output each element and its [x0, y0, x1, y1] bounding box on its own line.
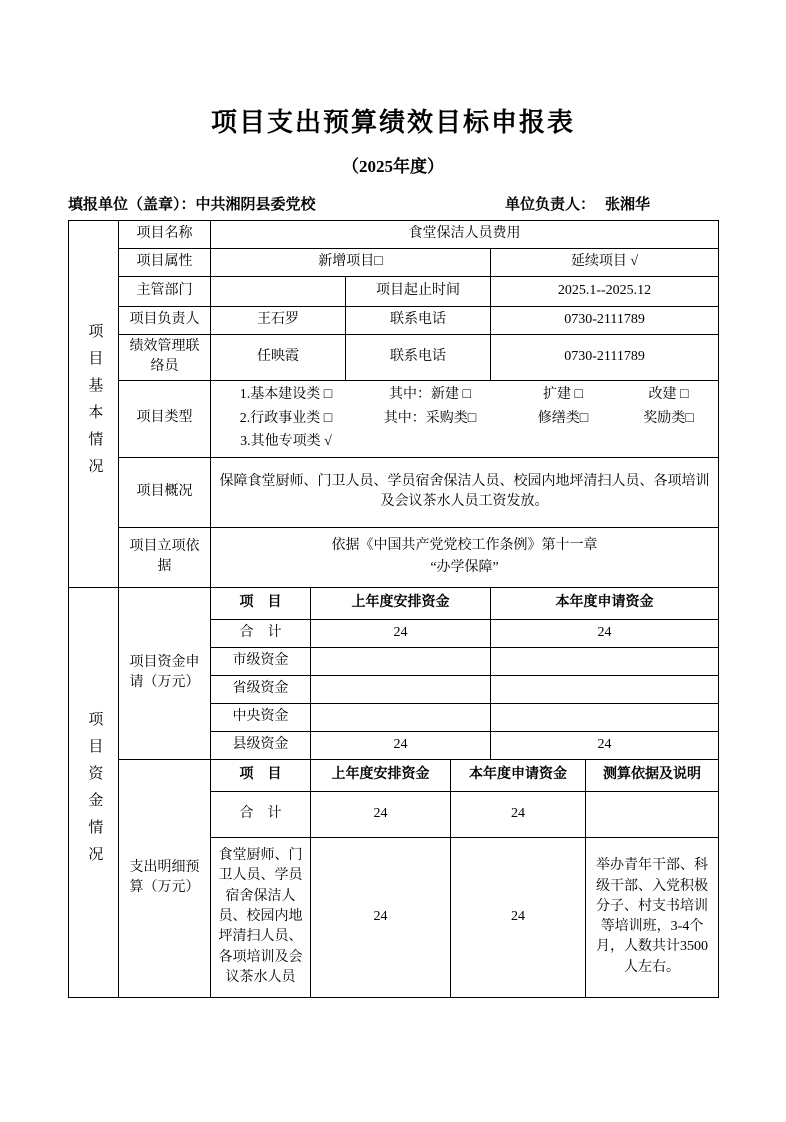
funding-total-prev: 24 — [311, 619, 491, 647]
funding-request-label: 项目资金申请（万元） — [119, 587, 211, 759]
filing-unit-value: 中共湘阴县委党校 — [195, 197, 316, 213]
attribute-label: 项目属性 — [119, 249, 211, 277]
funding-county-curr: 24 — [491, 731, 719, 759]
row-expense-header — [69, 759, 719, 791]
unit-head-group — [505, 193, 650, 214]
attribute-new-checkbox: 新增项目□ — [211, 249, 491, 277]
overview-label: 项目概况 — [119, 457, 211, 527]
type-line-2 — [215, 407, 714, 431]
expense-header-curr-year: 本年度申请资金 — [451, 759, 586, 791]
liaison-label: 绩效管理联络员 — [119, 335, 211, 381]
funding-header-item: 项 目 — [211, 587, 311, 619]
funding-total-label: 合 计 — [211, 619, 311, 647]
funding-province-label: 省级资金 — [211, 675, 311, 703]
funding-county-label: 县级资金 — [211, 731, 311, 759]
row-basis — [69, 527, 719, 587]
type-expand-checkbox: 扩建 □ — [543, 386, 583, 402]
project-type-label: 项目类型 — [119, 380, 211, 457]
row-attribute — [69, 249, 719, 277]
type-repair-checkbox: 修缮类□ — [537, 410, 589, 426]
type-line-1 — [215, 383, 714, 407]
type-line-3 — [215, 430, 714, 454]
basis-line-1: 依据《中国共产党党校工作条例》第十一章 — [331, 537, 598, 553]
expense-total-prev: 24 — [311, 791, 451, 837]
project-name-label: 项目名称 — [119, 221, 211, 249]
unit-head-value: 张湘华 — [605, 197, 651, 213]
project-name-value: 食堂保洁人员费用 — [211, 221, 719, 249]
funding-city-label: 市级资金 — [211, 647, 311, 675]
row-overview — [69, 457, 719, 527]
row-project-type — [69, 380, 719, 457]
department-label: 主管部门 — [119, 277, 211, 307]
filing-unit-label: 填报单位（盖章）： — [68, 197, 196, 213]
type-line3-spacer — [357, 430, 503, 454]
type-rebuild-checkbox: 改建 □ — [648, 386, 689, 402]
form-title: 项目支出预算绩效目标申报表 — [210, 108, 575, 137]
type-line3-spacer3 — [623, 430, 714, 454]
row-liaison — [69, 335, 719, 381]
liaison-phone-label: 联系电话 — [346, 335, 491, 381]
row-project-name — [69, 221, 719, 249]
type-capital-construction-checkbox: 1.基本建设类 □ — [239, 386, 333, 402]
leader-phone-value: 0730-2111789 — [491, 307, 719, 335]
funding-header-curr-year: 本年度申请资金 — [491, 587, 719, 619]
expense-header-prev-year: 上年度安排资金 — [311, 759, 451, 791]
department-value — [211, 277, 346, 307]
type-reward-checkbox: 奖励类□ — [643, 410, 694, 426]
duration-value: 2025.1--2025.12 — [491, 277, 719, 307]
type-administrative-checkbox: 2.行政事业类 □ — [239, 410, 333, 426]
funding-header-prev-year: 上年度安排资金 — [311, 587, 491, 619]
project-type-options — [211, 380, 719, 457]
basis-text — [211, 527, 719, 587]
funding-central-prev — [311, 703, 491, 731]
form-meta-line — [68, 193, 718, 215]
funding-total-curr: 24 — [491, 619, 719, 647]
type-newbuild-checkbox: 其中：新建 □ — [389, 386, 471, 402]
expense-header-item: 项 目 — [211, 759, 311, 791]
basis-line-2: “办学保障” — [430, 560, 499, 576]
expense-header-basis: 测算依据及说明 — [586, 759, 719, 791]
funding-county-prev: 24 — [311, 731, 491, 759]
funding-province-prev — [311, 675, 491, 703]
row-funding-header — [69, 587, 719, 619]
section-funding-label: 项目资金情况 — [69, 587, 119, 997]
funding-central-label: 中央资金 — [211, 703, 311, 731]
expense-detail-name: 食堂厨师、门卫人员、学员宿舍保洁人员、校园内地坪清扫人员、各项培训及会议茶水人员 — [211, 837, 311, 997]
type-line3-spacer2 — [503, 430, 623, 454]
expense-detail-curr: 24 — [451, 837, 586, 997]
funding-province-curr — [491, 675, 719, 703]
expense-total-basis — [586, 791, 719, 837]
type-other-special-checkbox: 3.其他专项类 √ — [240, 434, 332, 450]
section-basic-label: 项目基本情况 — [69, 221, 119, 588]
expense-detail-basis: 举办青年干部、科级干部、入党积极分子、村支书培训等培训班，3-4个月，人数共计3500人左右。 — [586, 837, 719, 997]
declaration-table — [68, 220, 719, 998]
unit-head-label: 单位负责人： — [505, 197, 596, 213]
attribute-continue-checkbox: 延续项目 √ — [491, 249, 719, 277]
funding-central-curr — [491, 703, 719, 731]
leader-phone-label: 联系电话 — [346, 307, 491, 335]
funding-city-prev — [311, 647, 491, 675]
expense-total-label: 合 计 — [211, 791, 311, 837]
leader-label: 项目负责人 — [119, 307, 211, 335]
overview-text: 保障食堂厨师、门卫人员、学员宿舍保洁人员、校园内地坪清扫人员、各项培训及会议茶水人员工资发放。 — [211, 457, 719, 527]
row-leader — [69, 307, 719, 335]
liaison-name: 任映霞 — [211, 335, 346, 381]
duration-label: 项目起止时间 — [346, 277, 491, 307]
leader-name: 王石罗 — [211, 307, 346, 335]
basis-label: 项目立项依据 — [119, 527, 211, 587]
expense-detail-label: 支出明细预算（万元） — [119, 759, 211, 997]
funding-city-curr — [491, 647, 719, 675]
row-department — [69, 277, 719, 307]
form-year: （2025年度） — [342, 157, 444, 176]
type-procurement-checkbox: 其中：采购类□ — [383, 410, 477, 426]
liaison-phone-value: 0730-2111789 — [491, 335, 719, 381]
expense-total-curr: 24 — [451, 791, 586, 837]
expense-detail-prev: 24 — [311, 837, 451, 997]
